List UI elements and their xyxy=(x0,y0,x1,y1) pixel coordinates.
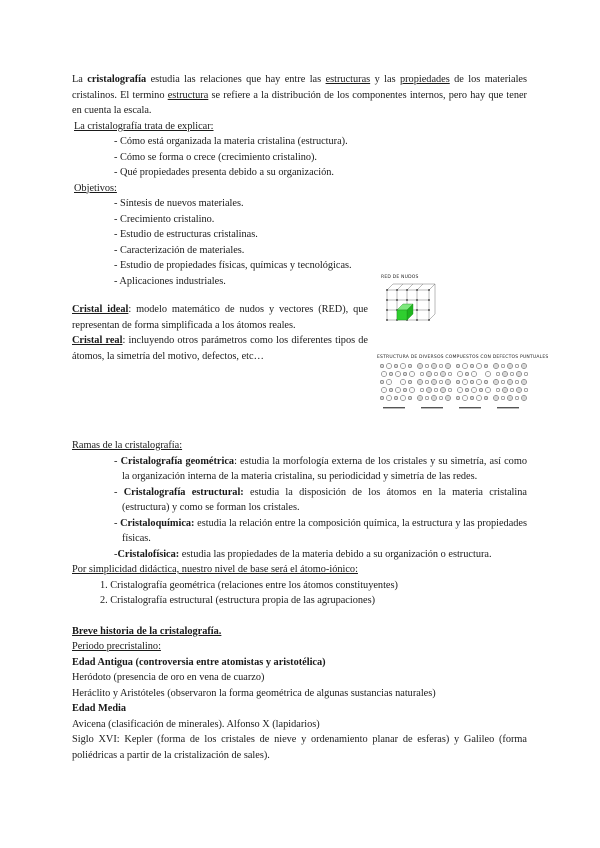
atom-circle xyxy=(380,380,384,384)
atom-circle xyxy=(524,388,528,392)
atom-circle xyxy=(425,364,429,368)
rama-item xyxy=(72,454,527,485)
objetivo-item: - Aplicaciones industriales. xyxy=(114,275,226,287)
document-body xyxy=(72,72,527,763)
atom-circle xyxy=(470,380,474,384)
term-estructura: estructura xyxy=(167,89,209,101)
rama-prefix: - xyxy=(114,517,121,529)
atom-circle xyxy=(403,388,407,392)
atom-circle xyxy=(381,387,386,392)
atom-circle xyxy=(445,363,450,368)
periodo-heading: Periodo precristalino: xyxy=(72,641,161,652)
cristal-ideal-paragraph xyxy=(72,302,368,333)
atom-circle xyxy=(417,379,422,384)
atom-circle xyxy=(431,363,436,368)
atom-circle xyxy=(439,380,443,384)
explicar-item: - Cómo se forma o crece (crecimiento cristalino). xyxy=(114,151,317,163)
atom-circle xyxy=(457,371,462,376)
objetivo-item: - Estudio de propiedades físicas, químicas y tecnológicas. xyxy=(114,260,352,271)
atom-circle xyxy=(403,372,407,376)
term-cristal-real: Cristal real xyxy=(72,335,123,346)
intro-text: y las xyxy=(370,74,400,85)
atom-circle xyxy=(510,388,514,392)
rama-term: Cristalografía geométrica xyxy=(120,455,235,467)
intro-text: se refiere a la distribución de los componentes internos, pero hay que tener en cuenta la escala. xyxy=(72,89,527,116)
atom-circle xyxy=(521,379,526,384)
intro-text: La xyxy=(72,74,88,85)
simplicidad-item: 2. Cristalografía estructural (estructura propia de las agrupaciones) xyxy=(100,595,376,606)
atom-circle xyxy=(496,388,500,392)
atom-circle xyxy=(417,363,422,368)
atom-circle xyxy=(439,364,443,368)
atom-circle xyxy=(470,364,474,368)
atom-circle xyxy=(501,396,505,400)
atom-circle xyxy=(409,387,414,392)
atom-circle xyxy=(380,396,384,400)
atom-circle xyxy=(381,371,386,376)
atom-circle xyxy=(456,364,460,368)
intro-text: estudia las relaciones que hay entre las xyxy=(146,74,326,85)
historia-item: Avicena (clasificación de minerales). Alfonso X (lapidarios) xyxy=(72,718,320,730)
atom-circle xyxy=(462,363,467,368)
panel-caption-mark xyxy=(497,407,519,408)
atom-circle xyxy=(516,387,521,392)
term-cristal-ideal: Cristal ideal xyxy=(72,304,129,315)
atom-circle xyxy=(417,395,422,400)
atom-circle xyxy=(510,372,514,376)
panel-caption-mark xyxy=(459,407,481,408)
explicar-heading: La cristalografía trata de explicar: xyxy=(74,120,214,132)
lattice-figure-title: RED DE NUDOS xyxy=(381,275,419,280)
explicar-item: - Qué propiedades presenta debido a su organización. xyxy=(114,167,334,178)
atom-circle xyxy=(440,371,445,376)
atom-circle xyxy=(456,396,460,400)
atom-circle xyxy=(507,363,512,368)
atom-circle xyxy=(485,387,490,392)
atom-circle xyxy=(380,364,384,368)
atom-circle xyxy=(425,396,429,400)
atom-circle xyxy=(394,364,398,368)
edad-media-heading: Edad Media xyxy=(72,703,127,714)
atom-circle xyxy=(476,379,481,384)
panel-caption-mark xyxy=(421,407,443,408)
atom-circle xyxy=(448,388,452,392)
intro-paragraph xyxy=(72,72,527,119)
atom-circle xyxy=(501,364,505,368)
atom-circle xyxy=(408,364,412,368)
objetivos-heading: Objetivos: xyxy=(74,182,117,194)
atom-circle xyxy=(426,387,431,392)
atom-circle xyxy=(389,372,393,376)
atom-circle xyxy=(484,380,488,384)
atom-circle xyxy=(524,372,528,376)
atom-circle xyxy=(395,387,400,392)
atom-circle xyxy=(462,395,467,400)
atom-circle xyxy=(440,387,445,392)
atom-circle xyxy=(394,396,398,400)
rama-item xyxy=(72,547,527,563)
atom-circle xyxy=(439,396,443,400)
term-cristalografia: cristalografía xyxy=(87,74,147,85)
rama-term: Cristalofísica: xyxy=(117,548,180,560)
rama-prefix: - xyxy=(114,486,124,498)
rama-text: : estudia la morfología externa de los cristales y su simetría, así como la organización interna de la materia cristalina, su periodicidad y simetría de las redes. xyxy=(122,455,527,482)
ramas-heading: Ramas de la cristalografía: xyxy=(72,440,183,451)
atom-circle xyxy=(457,387,462,392)
simplicidad-heading: Por simplicidad didáctica, nuestro nivel de base será el átomo-iónico: xyxy=(72,564,358,575)
defect-panel xyxy=(417,363,451,408)
atom-circle xyxy=(465,388,469,392)
atom-circle xyxy=(515,396,519,400)
atom-circle xyxy=(409,371,414,376)
atom-circle xyxy=(400,379,405,384)
atom-circle xyxy=(502,371,507,376)
atom-circle xyxy=(484,364,488,368)
atom-circle xyxy=(507,379,512,384)
term-estructuras: estructuras xyxy=(325,74,371,85)
cristal-real-paragraph xyxy=(72,333,368,364)
lattice-figure xyxy=(379,272,439,332)
atom-circle xyxy=(448,372,452,376)
objetivo-item: - Estudio de estructuras cristalinas. xyxy=(114,229,258,240)
atom-circle xyxy=(434,372,438,376)
atom-circle xyxy=(521,363,526,368)
rama-text: estudia las propiedades de la materia debido a su organización o estructura. xyxy=(179,548,492,560)
atom-circle xyxy=(395,371,400,376)
rama-term: Cristalografía estructural: xyxy=(123,486,244,498)
term-propiedades: propiedades xyxy=(399,74,450,85)
atom-circle xyxy=(386,395,391,400)
rama-term: Cristaloquímica: xyxy=(120,517,195,529)
rama-item xyxy=(72,485,527,516)
panel-caption-mark xyxy=(383,407,405,408)
historia-item: Siglo XVI: Kepler (forma de los cristales de nieve y ordenamiento planar de esferas) y Galileo (forma poliédricas a partir de la cristalización de sales). xyxy=(72,734,527,761)
atom-circle xyxy=(507,395,512,400)
atom-circle xyxy=(493,395,498,400)
rama-prefix: - xyxy=(114,548,118,560)
atom-circle xyxy=(484,396,488,400)
defects-figure xyxy=(377,352,549,414)
atom-circle xyxy=(408,380,412,384)
unit-cell-cube xyxy=(397,304,413,320)
atom-circle xyxy=(445,379,450,384)
atom-circle xyxy=(386,379,391,384)
defect-panel xyxy=(493,363,527,408)
rama-text: estudia la disposición de los átomos en la materia cristalina (estructura) y como se forman los cristales. xyxy=(122,486,527,513)
intro-text: de los materiales cristalinos. El termino xyxy=(72,74,528,101)
atom-circle xyxy=(470,396,474,400)
historia-title: Breve historia de la cristalografía. xyxy=(72,625,222,637)
rama-item xyxy=(72,516,527,547)
rama-prefix: - xyxy=(114,455,121,467)
atom-circle xyxy=(476,363,481,368)
atom-circle xyxy=(485,371,490,376)
atom-circle xyxy=(476,395,481,400)
rama-text: estudia la relación entre la composición química, la estructura y las propiedades físicas. xyxy=(122,517,527,544)
historia-item: Heródoto (presencia de oro en vena de cuarzo) xyxy=(72,672,265,683)
defects-figure-title: ESTRUCTURA DE DIVERSOS COMPUESTOS CON DEFECTOS PUNTUALES xyxy=(377,355,549,360)
explicar-item: - Cómo está organizada la materia cristalina (estructura). xyxy=(114,136,348,147)
atom-circle xyxy=(496,372,500,376)
atom-circle xyxy=(445,395,450,400)
atom-circle xyxy=(465,372,469,376)
atom-circle xyxy=(515,364,519,368)
atom-circle xyxy=(431,395,436,400)
atom-circle xyxy=(471,387,476,392)
atom-circle xyxy=(521,395,526,400)
defect-panel xyxy=(380,363,414,408)
atom-circle xyxy=(471,371,476,376)
historia-item: Heráclito y Aristóteles (observaron la forma geométrica de algunas sustancias naturales) xyxy=(72,687,436,699)
atom-circle xyxy=(426,371,431,376)
cristal-real-text: : incluyendo otros parámetros como los diferentes tipos de átomos, la simetría del motivo, defectos, etc… xyxy=(72,335,368,362)
atom-circle xyxy=(516,371,521,376)
atom-circle xyxy=(502,387,507,392)
defect-panels xyxy=(380,363,528,408)
simplicidad-item: 1. Cristalografía geométrica (relaciones entre los átomos constituyentes) xyxy=(100,579,398,591)
atom-circle xyxy=(462,379,467,384)
atom-circle xyxy=(431,379,436,384)
atom-circle xyxy=(420,388,424,392)
atom-circle xyxy=(493,379,498,384)
atom-circle xyxy=(420,372,424,376)
atom-circle xyxy=(479,388,483,392)
atom-circle xyxy=(389,388,393,392)
atom-circle xyxy=(425,380,429,384)
objetivo-item: - Crecimiento cristalino. xyxy=(114,213,215,225)
atom-circle xyxy=(456,380,460,384)
defect-panel xyxy=(456,363,490,408)
atom-circle xyxy=(408,396,412,400)
atom-circle xyxy=(400,395,405,400)
cristal-ideal-text: : modelo matemático de nudos y vectores (RED), que representan de forma simplificada a los átomos reales. xyxy=(72,304,368,331)
atom-circle xyxy=(400,363,405,368)
atom-circle xyxy=(434,388,438,392)
atom-circle xyxy=(386,363,391,368)
atom-circle xyxy=(501,380,505,384)
edad-antigua-heading: Edad Antigua (controversia entre atomistas y aristotélica) xyxy=(72,656,326,668)
atom-circle xyxy=(493,363,498,368)
objetivo-item: - Caracterización de materiales. xyxy=(114,244,245,256)
atom-circle xyxy=(515,380,519,384)
objetivo-item: - Síntesis de nuevos materiales. xyxy=(114,198,244,209)
